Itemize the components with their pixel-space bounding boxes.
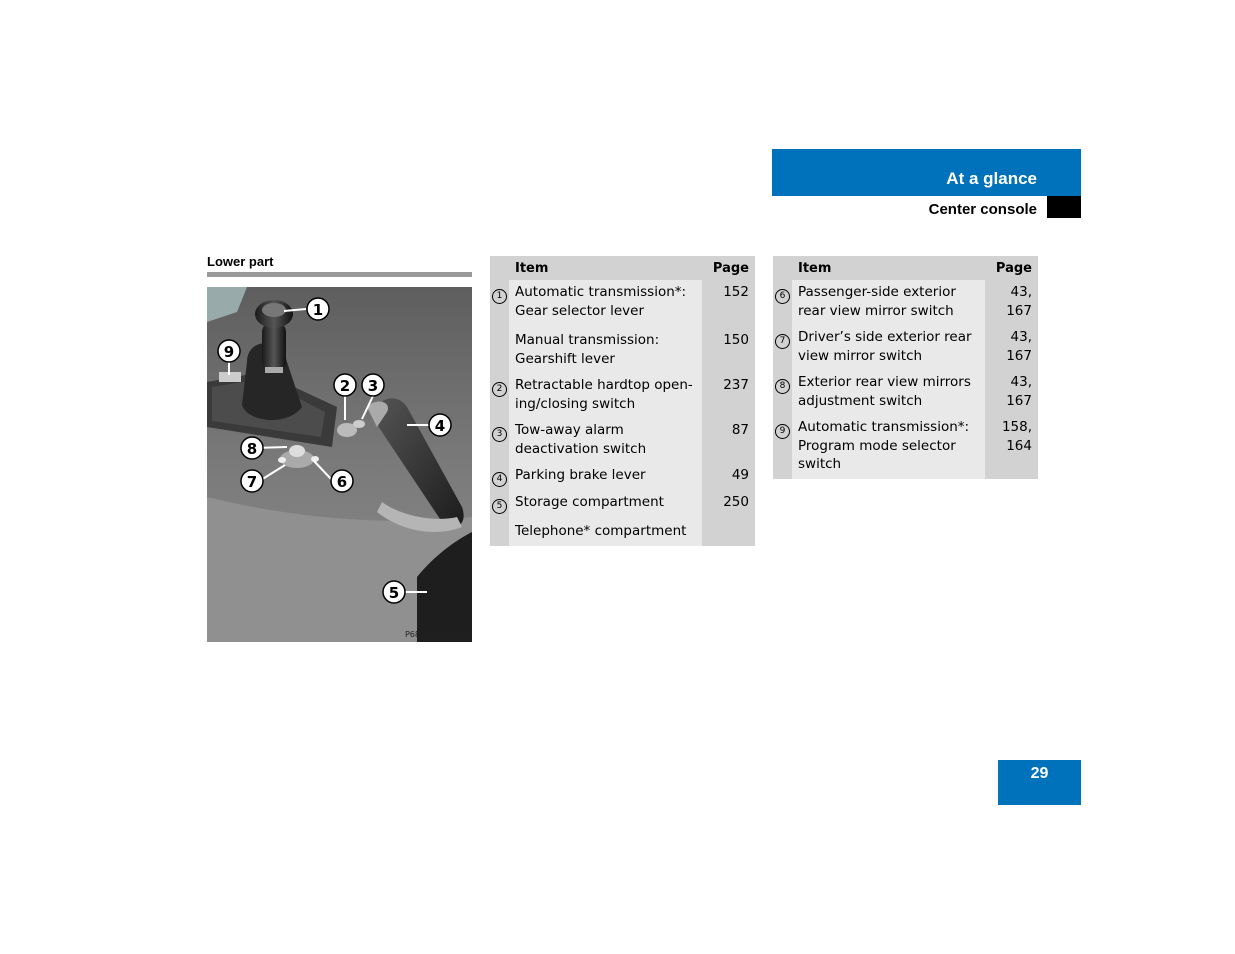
item-description: Exterior rear view mirrors adjustment switch [792, 370, 985, 415]
item-description: Driver’s side exterior rear view mirror switch [792, 325, 985, 370]
page-number-box [998, 760, 1081, 805]
photo-code: P68.20-3141-31 [404, 630, 469, 639]
svg-text:9: 9 [223, 343, 235, 361]
items-table-right [773, 256, 1038, 479]
table-row [490, 418, 755, 463]
table-row [773, 415, 1038, 479]
svg-text:7: 7 [246, 473, 258, 491]
item-description: Tow-away alarm deactivation switch [509, 418, 702, 463]
item-page: 250 [702, 490, 755, 517]
table-row [490, 373, 755, 418]
item-page: 49 [702, 463, 755, 490]
item-page: 43, 167 [985, 325, 1038, 370]
item-description: Automatic transmission*: Program mode selector switch [792, 415, 985, 479]
svg-text:8: 8 [246, 440, 258, 458]
svg-text:1: 1 [312, 301, 324, 319]
table-row [490, 280, 755, 325]
chapter-header [772, 149, 1081, 196]
item-number: 7 [775, 334, 790, 349]
col-header-item: Item [509, 256, 702, 280]
table-row [490, 516, 755, 546]
table-row [490, 463, 755, 490]
subsection-title: Lower part [207, 254, 274, 269]
item-number: 8 [775, 379, 790, 394]
table-row [490, 325, 755, 373]
item-number: 9 [775, 424, 790, 439]
item-page: 87 [702, 418, 755, 463]
item-description: Telephone* compartment [509, 516, 702, 546]
table-row [490, 490, 755, 517]
svg-text:2: 2 [339, 377, 351, 395]
subsection-rule [207, 272, 472, 277]
callout-1 [307, 298, 329, 320]
center-console-photo [207, 287, 472, 642]
svg-text:3: 3 [367, 377, 379, 395]
item-number: 1 [492, 289, 507, 304]
col-header-page: Page [985, 256, 1038, 280]
item-description: Parking brake lever [509, 463, 702, 490]
callout-7 [241, 470, 263, 492]
callout-5 [383, 581, 405, 603]
chapter-title: At a glance [946, 169, 1037, 188]
section-header: Center console [928, 201, 1037, 218]
callout-9 [218, 340, 240, 362]
item-page: 43, 167 [985, 280, 1038, 325]
item-number: 2 [492, 382, 507, 397]
svg-text:5: 5 [388, 584, 400, 602]
callout-8 [241, 437, 263, 459]
col-header-page: Page [702, 256, 755, 280]
callout-6 [331, 470, 353, 492]
table-row [773, 280, 1038, 325]
center-console-illustration [207, 287, 472, 642]
svg-text:6: 6 [336, 473, 348, 491]
header-marker [1047, 196, 1081, 218]
table-row [773, 370, 1038, 415]
item-page: 150 [702, 325, 755, 373]
item-page: 43, 167 [985, 370, 1038, 415]
item-page: 158, 164 [985, 415, 1038, 479]
svg-text:4: 4 [434, 417, 446, 435]
page-number: 29 [1030, 765, 1049, 782]
item-description: Automatic transmission*: Gear selector lever [509, 280, 702, 325]
items-table-left [490, 256, 755, 546]
callout-3 [362, 374, 384, 396]
item-description: Passenger-side exterior rear view mirror switch [792, 280, 985, 325]
item-description: Retractable hardtop open-ing/closing switch [509, 373, 702, 418]
item-number: 4 [492, 472, 507, 487]
item-number: 3 [492, 427, 507, 442]
col-header-item: Item [792, 256, 985, 280]
callout-2 [334, 374, 356, 396]
item-description: Manual transmission: Gearshift lever [509, 325, 702, 373]
item-number: 5 [492, 499, 507, 514]
item-number: 6 [775, 289, 790, 304]
item-page [702, 516, 755, 546]
item-page: 152 [702, 280, 755, 325]
item-description: Storage compartment [509, 490, 702, 517]
callout-4 [429, 414, 451, 436]
item-page: 237 [702, 373, 755, 418]
table-row [773, 325, 1038, 370]
